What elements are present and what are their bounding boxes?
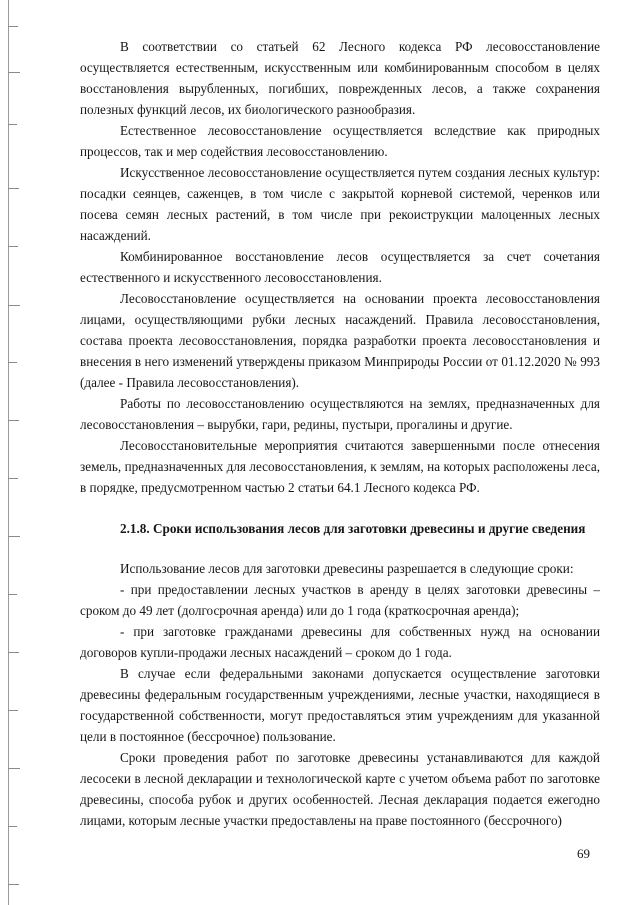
binding-tick bbox=[8, 246, 18, 247]
paragraph-reforestation-methods: В соответствии со статьей 62 Лесного кодекса РФ лесовосстановление осуществляется естественным, искусственным или комбинированным способом в целях восстановления вырубленных, погибших, поврежденных лесов, а также сохранения полезных функций лесов, их биологического разнообразия. bbox=[80, 39, 600, 117]
binding-edge bbox=[0, 0, 22, 905]
section-heading: 2.1.8. Сроки использования лесов для заготовки древесины и другие сведения bbox=[120, 521, 586, 536]
paragraph-combined-reforestation: Комбинированное восстановление лесов осуществляется за счет сочетания естественного и искусственного лесовосстановления. bbox=[80, 249, 600, 285]
binding-tick bbox=[8, 826, 17, 827]
binding-tick bbox=[8, 420, 19, 421]
binding-tick bbox=[8, 124, 17, 125]
page-number: 69 bbox=[577, 846, 590, 861]
binding-tick bbox=[8, 768, 20, 769]
binding-tick bbox=[8, 652, 19, 653]
binding-tick bbox=[8, 72, 20, 73]
binding-tick bbox=[8, 478, 18, 479]
paragraph-federal-institutions: В случае если федеральными законами допускается осуществление заготовки древесины федеральным государственным учреждениями, лесные участки, находящиеся в государственной собственности, могут предоставляться этим учреждениям для указанной цели в постоянное (бессрочное) пользование. bbox=[80, 666, 600, 744]
binding-tick bbox=[8, 362, 17, 363]
paragraph-reforestation-project: Лесовосстановление осуществляется на основании проекта лесовосстановления лицами, осуществляющими рубки лесных насаждений. Правила лесовосстановления, состава проекта лесовосстановления, порядка разработки проекта лесовосстановления и внесения в него изменений утверждены приказом Минприроды России от 01.12.2020 № 993 (далее - Правила лесовосстановления). bbox=[80, 291, 600, 390]
binding-tick bbox=[8, 710, 18, 711]
binding-tick bbox=[8, 594, 17, 595]
list-item-lease-terms: - при предоставлении лесных участков в аренду в целях заготовки древесины – сроком до 49 лет (долгосрочная аренда) или до 1 года (краткосрочная аренда); bbox=[80, 582, 600, 618]
document-page bbox=[80, 36, 600, 831]
binding-tick bbox=[8, 884, 19, 885]
paragraph-reforestation-completion: Лесовосстановительные мероприятия считаются завершенными после отнесения земель, предназначенных для лесовосстановления, к землям, на которых расположены леса, в порядке, предусмотренном частью 2 статьи 64.1 Лесного кодекса РФ. bbox=[80, 438, 600, 495]
paragraph-harvest-deadlines: Сроки проведения работ по заготовке древесины устанавливаются для каждой лесосеки в лесной декларации и технологической карте с учетом объема работ по заготовке древесины, способа рубок и других особенностей. Лесная декларация подается ежегодно лицами, которым лесные участки предоставлены на праве постоянного (бессрочного) bbox=[80, 750, 600, 828]
binding-tick bbox=[8, 26, 18, 27]
binding-tick bbox=[8, 188, 19, 189]
paragraph-usage-terms: Использование лесов для заготовки древесины разрешается в следующие сроки: bbox=[120, 561, 574, 576]
paragraph-natural-reforestation: Естественное лесовосстановление осуществляется вследствие как природных процессов, так и мер содействия лесовосстановлению. bbox=[80, 123, 600, 159]
binding-rule bbox=[8, 0, 9, 905]
paragraph-reforestation-lands: Работы по лесовосстановлению осуществляются на землях, предназначенных для лесовосстановления – вырубки, гари, редины, пустыри, прогалины и другие. bbox=[80, 396, 600, 432]
binding-tick bbox=[8, 536, 20, 537]
list-item-citizen-harvest: - при заготовке гражданами древесины для собственных нужд на основании договоров купли-продажи лесных насаждений – сроком до 1 года. bbox=[80, 624, 600, 660]
paragraph-artificial-reforestation: Искусственное лесовосстановление осуществляется путем создания лесных культур: посадки сеянцев, саженцев, в том числе с закрытой корневой системой, черенков или посева семян лесных растений, в том числе при рекоиструкции малоценных лесных насаждений. bbox=[80, 165, 600, 243]
binding-tick bbox=[8, 305, 20, 306]
